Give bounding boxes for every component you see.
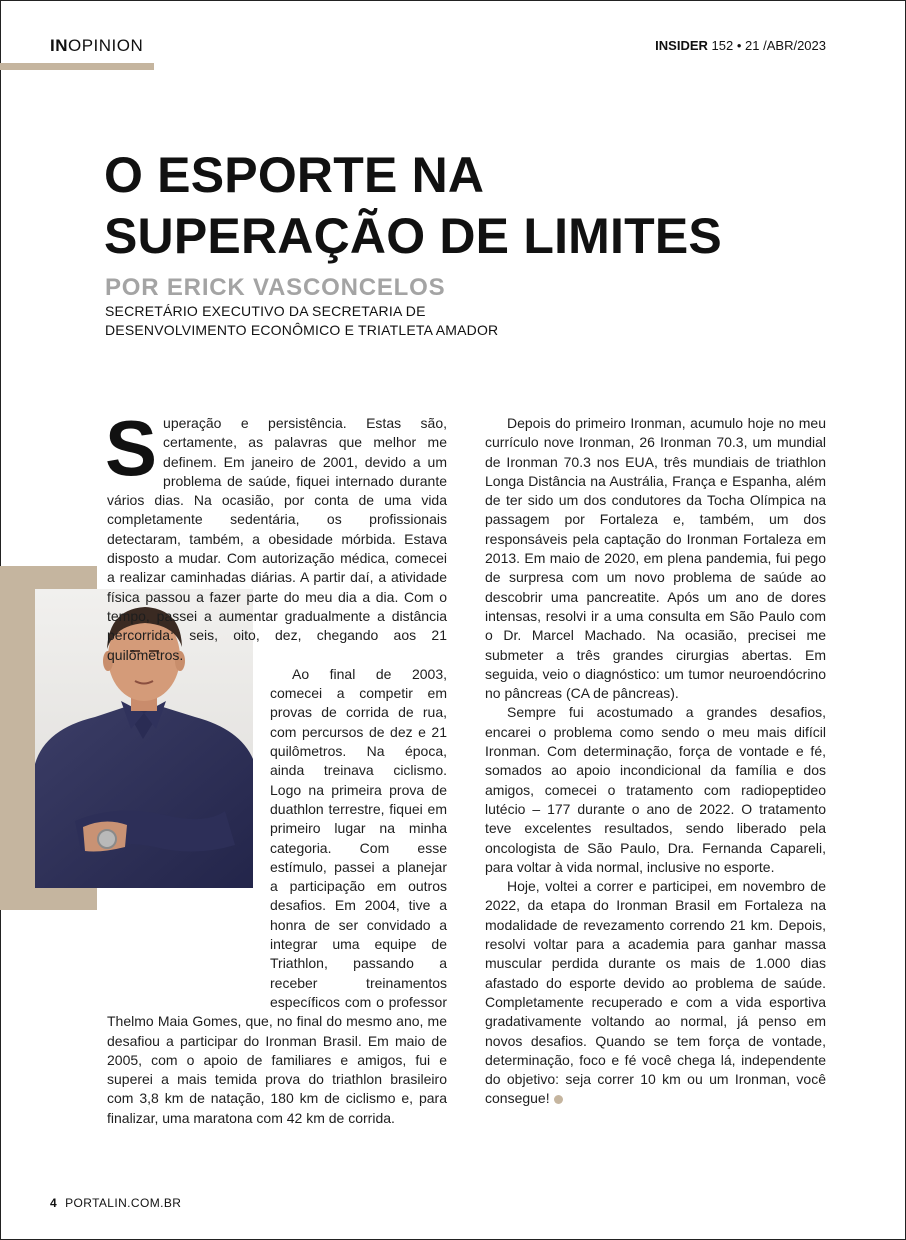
drop-cap: S <box>105 404 158 492</box>
paragraph-1-text: uperação e persistência. Estas são, certamente, as palavras que melhor me definem. Em janeiro de 2001, devido a um problema de saúde, fiquei internado durante vários dias. Na ocasião, por conta de uma vida completamente sedentária, os profissionais detectaram, também, a obesidade mórbida. Estava disposto a mudar. Com autorização médica, comecei a realizar caminhadas diárias. A partir daí, a atividade física passou a fazer parte do meu dia a dia. Com o tempo, passei a aumentar gradualmente a distância percorrida: seis, oito, dez, chegando aos 21 quilômetros. <box>107 415 447 663</box>
right-column <box>485 414 826 1109</box>
author-role-line-1: SECRETÁRIO EXECUTIVO DA SECRETARIA DE <box>105 303 426 319</box>
paragraph-1 <box>105 404 447 665</box>
title-line-1: O ESPORTE NA <box>104 147 485 203</box>
issue-number: 152 <box>711 38 734 53</box>
section-tag <box>50 36 143 56</box>
left-column <box>105 404 447 1128</box>
title-line-2: SUPERAÇÃO DE LIMITES <box>104 208 722 264</box>
page-number: 4 <box>50 1196 58 1210</box>
footer-site: PORTALIN.COM.BR <box>65 1196 182 1210</box>
magazine-name: INSIDER <box>655 38 708 53</box>
author-role <box>105 302 625 340</box>
paragraph-4: Sempre fui acostumado a grandes desafios, encarei o problema como sendo o meu mais difícil Ironman. Com determinação, força de vontade e fé, somados ao apoio incondicional da família e dos amigos, comecei o tratamento com radiopeptideo lutécio – 177 durante o ano de 2022. O tratamento teve excelentes resultados, sendo liberado pela oncologista de São Paulo, Dra. Fernanda Capareli, para voltar à vida normal, inclusive no esporte. <box>485 704 826 875</box>
article-end-icon <box>554 1095 563 1104</box>
paragraph-2 <box>107 665 447 1128</box>
section-name: OPINION <box>68 36 144 55</box>
paragraph-5 <box>485 877 826 1109</box>
issue-separator: • <box>736 38 742 53</box>
article-title <box>104 145 804 267</box>
paragraph-3: Depois do primeiro Ironman, acumulo hoje no meu currículo nove Ironman, 26 Ironman 70.3, um mundial de Ironman 70.3 nos EUA, três mundiais de triathlon Longa Distância na Austrália, França e Espanha, além de ter sido um dos condutores da Tocha Olímpica na passagem por Fortaleza e, também, um dos responsáveis pela captação do Ironman Fortaleza em 2013. Em maio de 2020, em plena pandemia, fui pego de surpresa com um novo problema de saúde ao descobrir uma pancreatite. Após um ano de dores intensas, resolvi ir a uma consulta em São Paulo com o Dr. Marcel Machado. Na ocasião, precisei me submeter a três grandes cirurgias abertas. Em seguida, veio o diagnóstico: um tumor neuroendócrino no pâncreas (CA de pâncreas). <box>485 415 826 702</box>
section-prefix: IN <box>50 36 68 55</box>
section-accent-bar <box>0 63 154 70</box>
issue-date: 21 /ABR/2023 <box>745 38 826 53</box>
author-role-line-2: DESENVOLVIMENTO ECONÔMICO E TRIATLETA AMADOR <box>105 322 499 338</box>
page-footer <box>50 1196 181 1210</box>
photo-text-wrap <box>107 665 270 1010</box>
issue-info <box>655 38 826 53</box>
paragraph-5-text: Hoje, voltei a correr e participei, em novembro de 2022, da etapa do Ironman Brasil em Fortaleza na modalidade de revezamento correndo 21 km. Depois, resolvi voltar para a academia para ganhar massa muscular perdida durante os mais de 1.000 dias afastado do esporte devido ao problema de saúde. Completamente recuperado e com a vida esportiva gradativamente voltando ao normal, já penso em novos desafios. Quando se tem força de vontade, determinação, foco e fé você chega lá, independente do objetivo: seja correr 10 km ou um Ironman, você consegue! <box>485 878 826 1107</box>
paragraph-2-text: Ao final de 2003, comecei a competir em provas de corrida de rua, com percursos de dez e 21 quilômetros. Na época, ainda treinava ciclismo. Logo na primeira prova de duathlon terrestre, fiquei em primeiro lugar na minha categoria. Com esse estímulo, passei a planejar a participação em outros desafios. Em 2004, tive a honra de ser convidado a integrar uma equipe de Triathlon, passando a receber treinamentos específicos com o professor Thelmo Maia Gomes, que, no final do mesmo ano, me desafiou a participar do Ironman Brasil. Em maio de 2005, com o apoio de familiares e amigos, fui e superei a mais temida prova do triathlon brasileiro com 3,8 km de natação, 180 km de ciclismo e, para finalizar, uma maratona com 42 km de corrida. <box>107 665 447 1126</box>
byline: POR ERICK VASCONCELOS <box>105 274 446 301</box>
